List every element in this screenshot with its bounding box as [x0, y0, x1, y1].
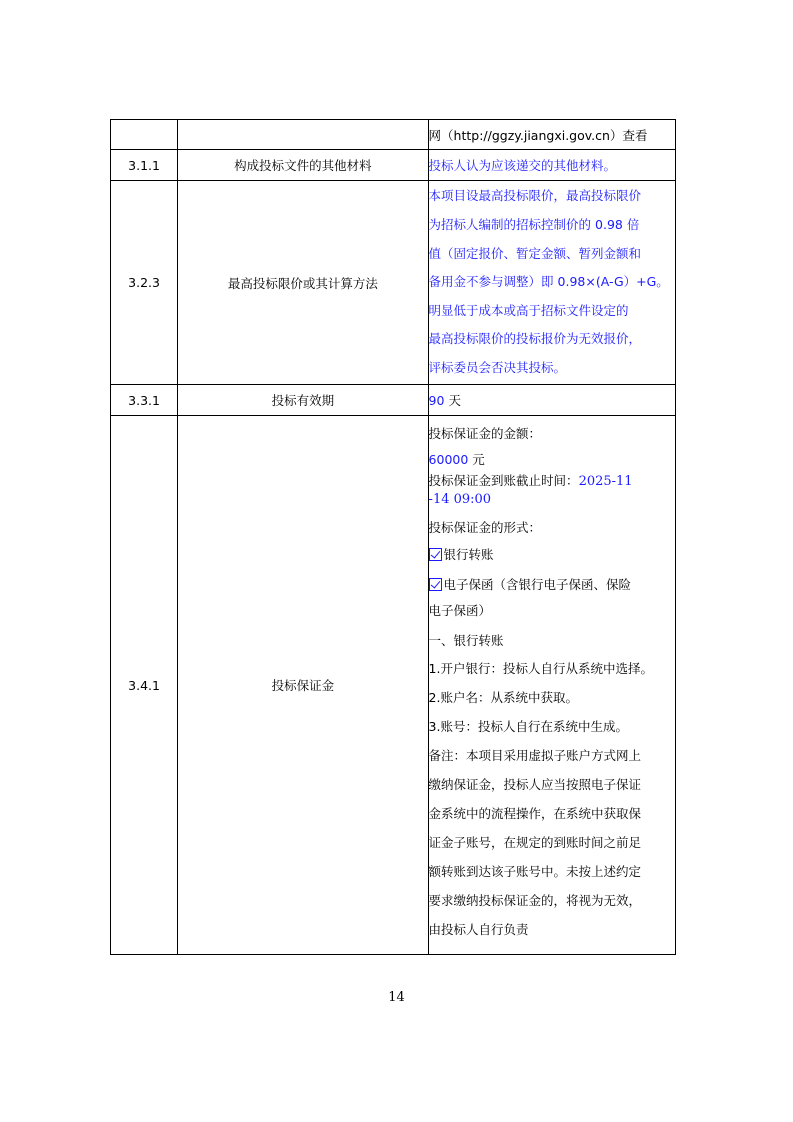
validity-days: 90 — [428, 393, 445, 408]
item-number: 3.2.3 — [111, 181, 178, 385]
content-line: 值（固定报价、暂定金额、暂列金额和 — [428, 245, 642, 261]
option-e-guarantee — [429, 575, 675, 601]
note-line: 要求缴纳投标保证金的，将视为无效， — [428, 893, 642, 908]
empty-cell — [111, 120, 178, 150]
deadline-line — [429, 471, 675, 492]
content-line: 本项目设最高投标限价，最高投标限价 — [428, 188, 642, 204]
deadline-value-cont: -14 09:00 — [428, 492, 492, 507]
option-label: 银行转账 — [443, 547, 494, 562]
table-row — [111, 120, 676, 150]
content-text: 投标人认为应该递交的其他材料。 — [428, 158, 617, 173]
deadline-value: 2025-11 — [578, 474, 633, 489]
amount-label: 投标保证金的金额： — [428, 426, 542, 441]
url-continuation-cell — [428, 120, 675, 150]
note-line: 备注：本项目采用虚拟子账户方式网上 — [428, 748, 642, 763]
url-text: 网（http://ggzy.jiangxi.gov.cn）查看 — [428, 127, 648, 143]
note-line: 金系统中的流程操作，在系统中获取保 — [428, 806, 642, 821]
option-bank-transfer — [429, 545, 675, 575]
item-content — [428, 416, 675, 955]
bank-item: 1.开户银行：投标人自行从系统中选择。 — [428, 661, 653, 676]
form-label: 投标保证金的形式： — [428, 520, 542, 535]
section-title: 一、银行转账 — [428, 633, 504, 648]
note-line: 缴纳保证金，投标人应当按照电子保证 — [428, 777, 642, 792]
note-line: 额转账到达该子账号中。未按上述约定 — [428, 864, 642, 879]
bank-item: 3.账号：投标人自行在系统中生成。 — [428, 719, 628, 734]
content-line: 为招标人编制的招标控制价的 0.98 倍 — [428, 217, 640, 233]
note-line: 由投标人自行负责 — [428, 922, 529, 937]
checkbox-checked-icon[interactable] — [429, 548, 442, 561]
bidding-info-table — [110, 119, 676, 955]
item-content — [428, 385, 675, 416]
table-row — [111, 385, 676, 416]
item-name: 构成投标文件的其他材料 — [178, 150, 428, 181]
content-line: 明显低于成本或高于招标文件设定的 — [428, 302, 629, 318]
checkbox-checked-icon[interactable] — [429, 578, 442, 591]
option-label: 电子保函（含银行电子保函、保险 — [443, 577, 632, 592]
note-line: 证金子账号，在规定的到账时间之前足 — [428, 835, 642, 850]
item-number: 3.4.1 — [111, 416, 178, 955]
content-line: 评标委员会否决其投标。 — [428, 359, 567, 375]
amount-unit: 元 — [472, 452, 485, 467]
item-name: 投标有效期 — [178, 385, 428, 416]
bank-item: 2.账户名：从系统中获取。 — [428, 690, 578, 705]
validity-unit: 天 — [448, 393, 461, 408]
deadline-label: 投标保证金到账截止时间： — [428, 473, 579, 488]
item-content — [428, 181, 675, 385]
item-content — [428, 150, 675, 181]
item-name: 最高投标限价或其计算方法 — [178, 181, 428, 385]
page-number: 14 — [388, 990, 405, 1005]
item-name: 投标保证金 — [178, 416, 428, 955]
amount-value: 60000 — [428, 452, 469, 467]
item-number: 3.1.1 — [111, 150, 178, 181]
amount-line — [429, 450, 675, 471]
table-row — [111, 150, 676, 181]
empty-cell — [178, 120, 428, 150]
content-line: 最高投标限价的投标报价为无效报价， — [428, 331, 642, 347]
option-label-cont: 电子保函） — [428, 603, 492, 618]
item-number: 3.3.1 — [111, 385, 178, 416]
content-line: 备用金不参与调整）即 0.98×(A-G）+G。 — [428, 274, 669, 290]
table-row — [111, 181, 676, 385]
table-row — [111, 416, 676, 955]
